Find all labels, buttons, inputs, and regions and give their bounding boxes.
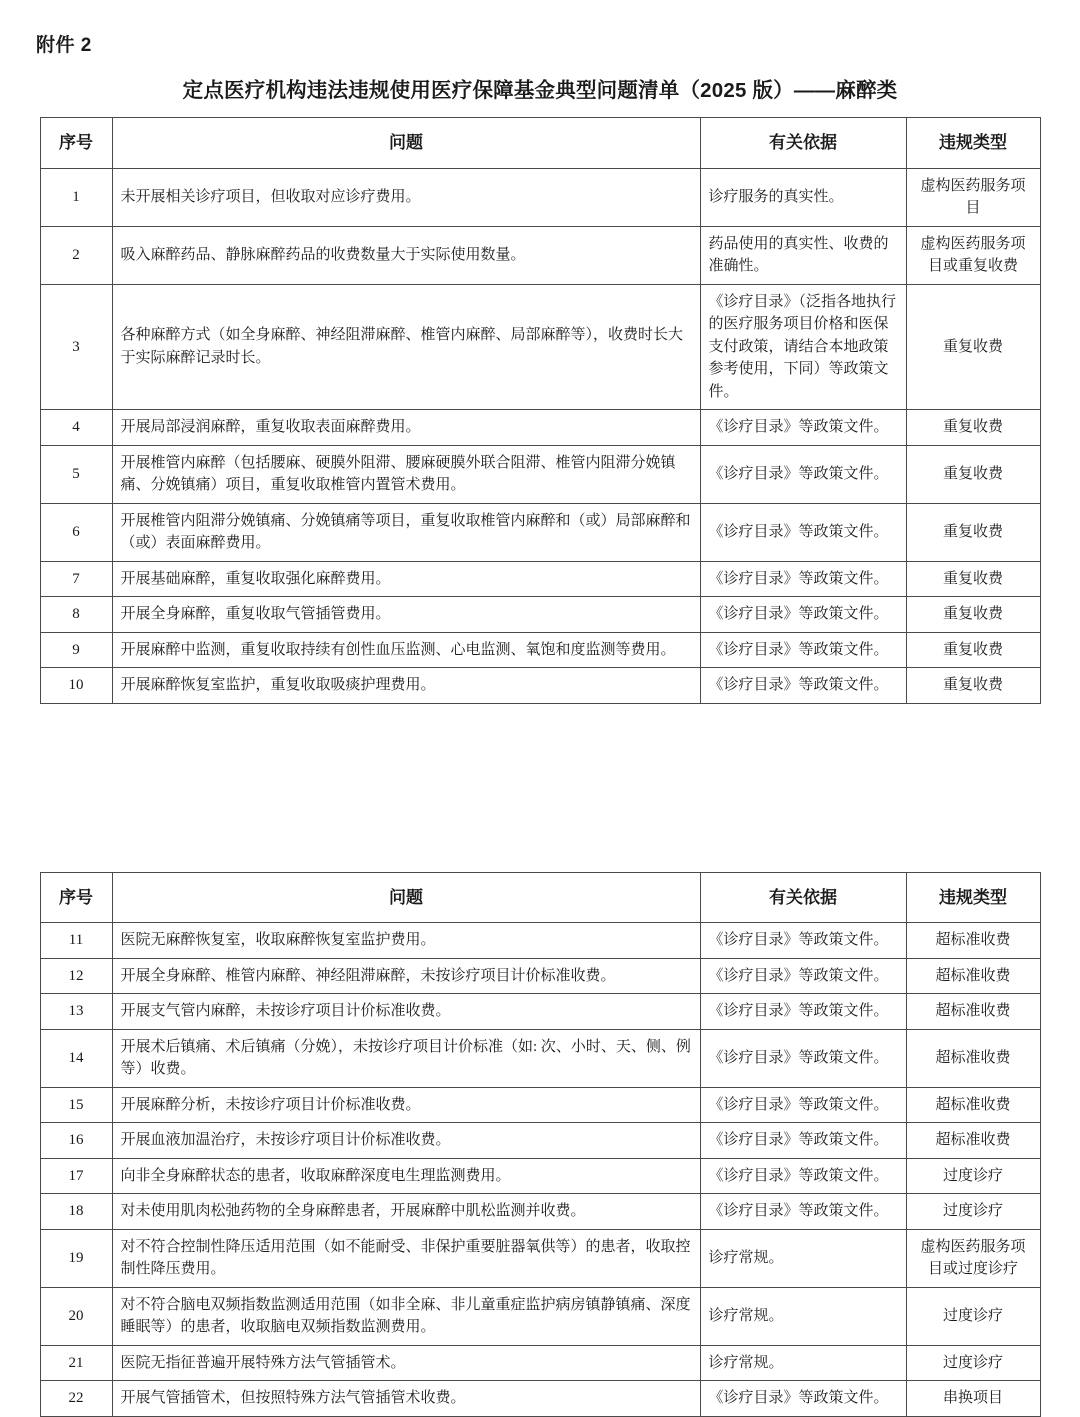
cell-basis: 《诊疗目录》等政策文件。 <box>700 1123 906 1159</box>
table-header-row <box>40 118 1040 169</box>
cell-type: 重复收费 <box>906 632 1040 668</box>
table-row <box>40 1087 1040 1123</box>
cell-type: 过度诊疗 <box>906 1345 1040 1381</box>
cell-basis: 诊疗服务的真实性。 <box>700 168 906 226</box>
cell-type: 串换项目 <box>906 1381 1040 1417</box>
cell-type: 虚构医药服务项目 <box>906 168 1040 226</box>
cell-problem: 对不符合控制性降压适用范围（如不能耐受、非保护重要脏器氧供等）的患者，收取控制性降压费用。 <box>112 1229 700 1287</box>
table-row <box>40 1158 1040 1194</box>
table-row <box>40 1345 1040 1381</box>
cell-problem: 未开展相关诊疗项目，但收取对应诊疗费用。 <box>112 168 700 226</box>
column-header-type: 违规类型 <box>906 872 1040 923</box>
cell-no: 7 <box>40 561 112 597</box>
column-header-no: 序号 <box>40 872 112 923</box>
table-row <box>40 226 1040 284</box>
cell-type: 超标准收费 <box>906 1087 1040 1123</box>
cell-type: 过度诊疗 <box>906 1194 1040 1230</box>
cell-no: 5 <box>40 445 112 503</box>
cell-basis: 诊疗常规。 <box>700 1287 906 1345</box>
cell-no: 20 <box>40 1287 112 1345</box>
cell-basis: 《诊疗目录》等政策文件。 <box>700 1194 906 1230</box>
table-row <box>40 1123 1040 1159</box>
cell-type: 超标准收费 <box>906 994 1040 1030</box>
cell-problem: 开展术后镇痛、术后镇痛（分娩），未按诊疗项目计价标准（如: 次、小时、天、侧、例等）收费。 <box>112 1029 700 1087</box>
cell-no: 16 <box>40 1123 112 1159</box>
cell-type: 重复收费 <box>906 597 1040 633</box>
cell-type: 重复收费 <box>906 445 1040 503</box>
cell-basis: 《诊疗目录》等政策文件。 <box>700 410 906 446</box>
cell-basis: 《诊疗目录》等政策文件。 <box>700 1381 906 1417</box>
column-header-problem: 问题 <box>112 118 700 169</box>
table-row <box>40 994 1040 1030</box>
column-header-basis: 有关依据 <box>700 118 906 169</box>
cell-basis: 《诊疗目录》等政策文件。 <box>700 445 906 503</box>
column-header-problem: 问题 <box>112 872 700 923</box>
table-row <box>40 632 1040 668</box>
table-body-part2 <box>40 923 1040 1417</box>
cell-problem: 对不符合脑电双频指数监测适用范围（如非全麻、非儿童重症监护病房镇静镇痛、深度睡眠等）的患者，收取脑电双频指数监测费用。 <box>112 1287 700 1345</box>
cell-type: 过度诊疗 <box>906 1287 1040 1345</box>
cell-problem: 医院无麻醉恢复室，收取麻醉恢复室监护费用。 <box>112 923 700 959</box>
document-page <box>0 30 1080 1417</box>
cell-problem: 开展麻醉分析，未按诊疗项目计价标准收费。 <box>112 1087 700 1123</box>
cell-type: 重复收费 <box>906 561 1040 597</box>
cell-basis: 《诊疗目录》等政策文件。 <box>700 994 906 1030</box>
cell-type: 重复收费 <box>906 284 1040 410</box>
column-header-no: 序号 <box>40 118 112 169</box>
cell-no: 17 <box>40 1158 112 1194</box>
cell-type: 重复收费 <box>906 410 1040 446</box>
cell-no: 21 <box>40 1345 112 1381</box>
cell-problem: 开展气管插管术，但按照特殊方法气管插管术收费。 <box>112 1381 700 1417</box>
table-row <box>40 1029 1040 1087</box>
cell-no: 22 <box>40 1381 112 1417</box>
cell-problem: 开展麻醉恢复室监护，重复收取吸痰护理费用。 <box>112 668 700 704</box>
problem-table-part2 <box>40 872 1041 1417</box>
cell-type: 超标准收费 <box>906 1029 1040 1087</box>
table-row <box>40 503 1040 561</box>
cell-no: 2 <box>40 226 112 284</box>
cell-type: 过度诊疗 <box>906 1158 1040 1194</box>
table-row <box>40 958 1040 994</box>
column-header-basis: 有关依据 <box>700 872 906 923</box>
cell-problem: 开展支气管内麻醉，未按诊疗项目计价标准收费。 <box>112 994 700 1030</box>
column-header-type: 违规类型 <box>906 118 1040 169</box>
cell-problem: 开展椎管内阻滞分娩镇痛、分娩镇痛等项目，重复收取椎管内麻醉和（或）局部麻醉和（或）表面麻醉费用。 <box>112 503 700 561</box>
cell-basis: 药品使用的真实性、收费的准确性。 <box>700 226 906 284</box>
cell-problem: 医院无指征普遍开展特殊方法气管插管术。 <box>112 1345 700 1381</box>
page-break-gap <box>0 704 1080 872</box>
cell-problem: 向非全身麻醉状态的患者，收取麻醉深度电生理监测费用。 <box>112 1158 700 1194</box>
cell-basis: 《诊疗目录》等政策文件。 <box>700 503 906 561</box>
table-row <box>40 1194 1040 1230</box>
cell-type: 超标准收费 <box>906 958 1040 994</box>
cell-no: 14 <box>40 1029 112 1087</box>
cell-no: 9 <box>40 632 112 668</box>
cell-basis: 诊疗常规。 <box>700 1345 906 1381</box>
cell-problem: 各种麻醉方式（如全身麻醉、神经阻滞麻醉、椎管内麻醉、局部麻醉等），收费时长大于实际麻醉记录时长。 <box>112 284 700 410</box>
cell-no: 3 <box>40 284 112 410</box>
table-row <box>40 597 1040 633</box>
cell-problem: 开展血液加温治疗，未按诊疗项目计价标准收费。 <box>112 1123 700 1159</box>
cell-no: 15 <box>40 1087 112 1123</box>
cell-type: 重复收费 <box>906 668 1040 704</box>
cell-type: 虚构医药服务项目或重复收费 <box>906 226 1040 284</box>
cell-no: 11 <box>40 923 112 959</box>
cell-basis: 诊疗常规。 <box>700 1229 906 1287</box>
cell-no: 10 <box>40 668 112 704</box>
table-row <box>40 1229 1040 1287</box>
cell-no: 6 <box>40 503 112 561</box>
cell-no: 19 <box>40 1229 112 1287</box>
cell-basis: 《诊疗目录》等政策文件。 <box>700 1029 906 1087</box>
cell-problem: 开展麻醉中监测，重复收取持续有创性血压监测、心电监测、氧饱和度监测等费用。 <box>112 632 700 668</box>
cell-problem: 吸入麻醉药品、静脉麻醉药品的收费数量大于实际使用数量。 <box>112 226 700 284</box>
table-row <box>40 561 1040 597</box>
table-header-row <box>40 872 1040 923</box>
cell-no: 18 <box>40 1194 112 1230</box>
table-row <box>40 168 1040 226</box>
page-title: 定点医疗机构违法违规使用医疗保障基金典型问题清单（2025 版）——麻醉类 <box>182 79 898 102</box>
cell-no: 12 <box>40 958 112 994</box>
cell-type: 超标准收费 <box>906 923 1040 959</box>
cell-no: 8 <box>40 597 112 633</box>
cell-no: 13 <box>40 994 112 1030</box>
table-row <box>40 923 1040 959</box>
table-row <box>40 284 1040 410</box>
cell-basis: 《诊疗目录》等政策文件。 <box>700 597 906 633</box>
table-row <box>40 668 1040 704</box>
cell-basis: 《诊疗目录》等政策文件。 <box>700 561 906 597</box>
table-row <box>40 410 1040 446</box>
cell-type: 重复收费 <box>906 503 1040 561</box>
table-row <box>40 1381 1040 1417</box>
cell-problem: 对未使用肌肉松弛药物的全身麻醉患者，开展麻醉中肌松监测并收费。 <box>112 1194 700 1230</box>
cell-problem: 开展全身麻醉，重复收取气管插管费用。 <box>112 597 700 633</box>
cell-basis: 《诊疗目录》（泛指各地执行的医疗服务项目价格和医保支付政策，请结合本地政策参考使用，下同）等政策文件。 <box>700 284 906 410</box>
cell-problem: 开展基础麻醉，重复收取强化麻醉费用。 <box>112 561 700 597</box>
cell-problem: 开展椎管内麻醉（包括腰麻、硬膜外阻滞、腰麻硬膜外联合阻滞、椎管内阻滞分娩镇痛、分娩镇痛）项目，重复收取椎管内置管术费用。 <box>112 445 700 503</box>
cell-type: 虚构医药服务项目或过度诊疗 <box>906 1229 1040 1287</box>
cell-type: 超标准收费 <box>906 1123 1040 1159</box>
cell-basis: 《诊疗目录》等政策文件。 <box>700 1158 906 1194</box>
cell-problem: 开展全身麻醉、椎管内麻醉、神经阻滞麻醉，未按诊疗项目计价标准收费。 <box>112 958 700 994</box>
table-row <box>40 1287 1040 1345</box>
cell-basis: 《诊疗目录》等政策文件。 <box>700 632 906 668</box>
cell-problem: 开展局部浸润麻醉，重复收取表面麻醉费用。 <box>112 410 700 446</box>
cell-basis: 《诊疗目录》等政策文件。 <box>700 958 906 994</box>
cell-no: 1 <box>40 168 112 226</box>
cell-basis: 《诊疗目录》等政策文件。 <box>700 668 906 704</box>
table-row <box>40 445 1040 503</box>
cell-no: 4 <box>40 410 112 446</box>
cell-basis: 《诊疗目录》等政策文件。 <box>700 1087 906 1123</box>
attachment-label: 附件 2 <box>36 35 92 56</box>
table-body-part1 <box>40 168 1040 703</box>
problem-table-part1 <box>40 117 1041 704</box>
cell-basis: 《诊疗目录》等政策文件。 <box>700 923 906 959</box>
